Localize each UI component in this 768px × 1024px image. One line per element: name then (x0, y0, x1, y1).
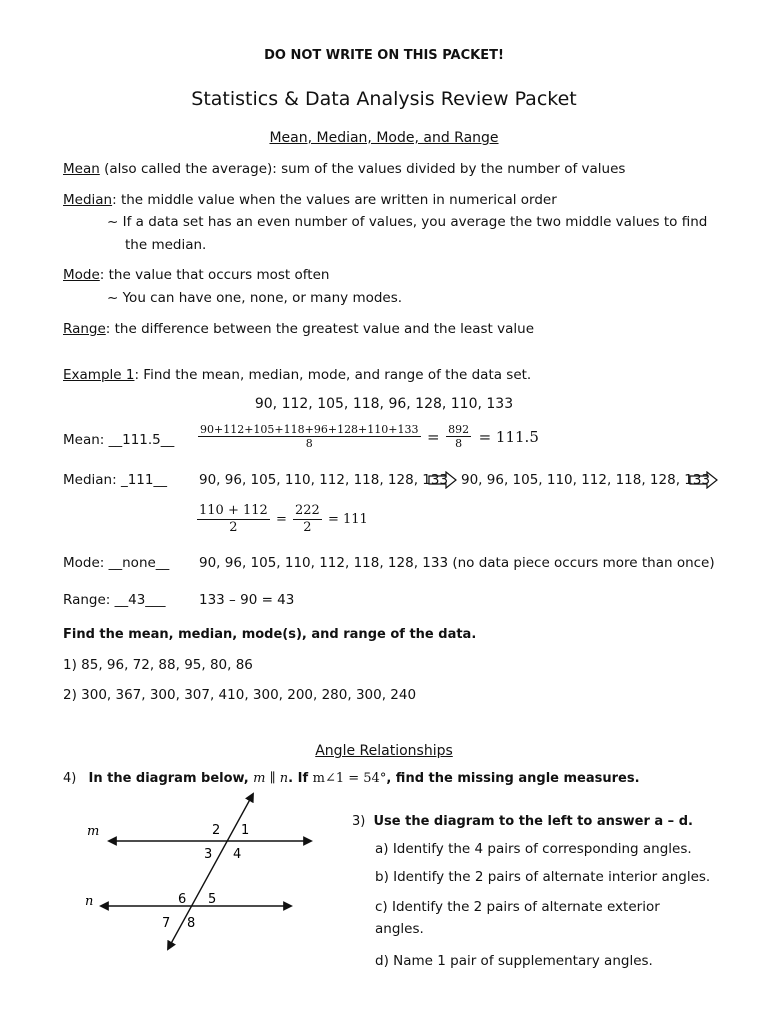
definition-range (63, 321, 534, 337)
median-fraction-sum (197, 503, 270, 535)
mean-fraction-sum (198, 423, 421, 450)
angle-label-7: 7 (162, 916, 171, 931)
practice-heading: Find the mean, median, mode(s), and range of the data. (63, 627, 477, 642)
median-answer-label: Median: _111__ (63, 472, 167, 488)
example-prompt (63, 367, 531, 383)
mean-total-numerator: 892 (448, 423, 470, 436)
median-denominator: 2 (229, 519, 238, 535)
angle-label-2: 2 (212, 823, 221, 838)
definition-median-text: : the middle value when the values are written in numerical order (112, 192, 557, 208)
mean-total-denominator: 8 (455, 437, 463, 451)
question-3-number: 3) (352, 814, 366, 829)
angle-label-5: 5 (208, 892, 217, 907)
example-data-set: 90, 112, 105, 118, 96, 128, 110, 133 (254, 396, 514, 412)
mean-answer-label: Mean: __111.5__ (63, 432, 175, 448)
definition-mode-text: : the value that occurs most often (99, 267, 330, 283)
median-sorted-list: 90, 96, 105, 110, 112, 118, 128, 133 (199, 472, 449, 488)
section-heading-mean-median: Mean, Median, Mode, and Range (269, 130, 499, 146)
angle-label-8: 8 (187, 916, 196, 931)
question-3d: d) Name 1 pair of supplementary angles. (375, 953, 653, 969)
mode-explanation: 90, 96, 105, 110, 112, 118, 128, 133 (no data piece occurs more than once) (199, 555, 715, 571)
angle-label-3: 3 (204, 847, 213, 862)
question-3-text: Use the diagram to the left to answer a – d. (373, 814, 693, 829)
median-equals: = (275, 511, 287, 527)
transversal-line (168, 794, 253, 949)
median-numerator: 110 + 112 (199, 503, 268, 518)
definition-mean-text: (also called the average): sum of the values divided by the number of values (99, 161, 626, 177)
mean-denominator: 8 (305, 437, 313, 451)
median-sorted-list-2: 90, 96, 105, 110, 112, 118, 128, 133 (461, 472, 711, 488)
question-3c-line2: angles. (375, 921, 424, 937)
parallel-lines-diagram (75, 786, 315, 956)
term-mean: Mean (63, 161, 100, 177)
median-note-line1: ~ If a data set has an even number of values, you average the two middle values to find (107, 214, 708, 230)
question-4 (63, 771, 640, 786)
question-3b: b) Identify the 2 pairs of alternate interior angles. (375, 869, 711, 885)
mean-result: = 111.5 (478, 427, 539, 446)
median-result: = 111 (327, 511, 368, 527)
section-heading-angles: Angle Relationships (315, 743, 453, 759)
term-mode: Mode (63, 267, 100, 283)
question-3 (352, 814, 693, 829)
mode-note: ~ You can have one, none, or many modes. (107, 290, 403, 306)
right-arrow-icon (428, 471, 458, 489)
practice-item-2: 2) 300, 367, 300, 307, 410, 300, 200, 280, 300, 240 (63, 687, 417, 703)
mean-equals: = (427, 427, 440, 446)
question-4-text-1: In the diagram below, (88, 771, 254, 786)
question-4-math-parallel: m ∥ n (253, 771, 289, 786)
question-4-number: 4) (63, 771, 77, 786)
median-note-line2: the median. (125, 237, 207, 253)
median-total-denominator: 2 (303, 519, 312, 535)
angle-label-4: 4 (233, 847, 242, 862)
question-4-text-2: . If (288, 771, 313, 786)
term-range: Range (63, 321, 106, 337)
angle-label-1: 1 (241, 823, 250, 838)
median-fraction-total (293, 503, 322, 535)
mean-calculation (198, 423, 539, 450)
example-label: Example 1 (63, 367, 135, 383)
question-3c-line1: c) Identify the 2 pairs of alternate exterior (375, 899, 660, 915)
median-total-numerator: 222 (294, 503, 320, 518)
practice-item-1: 1) 85, 96, 72, 88, 95, 80, 86 (63, 657, 253, 673)
angle-label-6: 6 (178, 892, 187, 907)
mean-numerator: 90+112+105+118+96+128+110+133 (200, 423, 419, 436)
range-calculation: 133 – 90 = 43 (199, 592, 295, 608)
line-n-label: n (85, 894, 94, 909)
question-3a: a) Identify the 4 pairs of corresponding angles. (375, 841, 692, 857)
range-answer-label: Range: __43___ (63, 592, 166, 608)
question-4-math-angle: m∠1 = 54° (312, 771, 387, 786)
packet-warning: DO NOT WRITE ON THIS PACKET! (264, 48, 504, 63)
median-calculation (197, 503, 368, 535)
line-m-label: m (87, 824, 100, 839)
definition-mode (63, 267, 329, 283)
definition-mean (63, 161, 625, 177)
definition-median (63, 192, 557, 208)
right-arrow-icon (689, 471, 719, 489)
mean-fraction-total (446, 423, 471, 450)
term-median: Median (63, 192, 113, 208)
question-4-text-3: , find the missing angle measures. (386, 771, 640, 786)
definition-range-text: : the difference between the greatest value and the least value (105, 321, 534, 337)
page-title: Statistics & Data Analysis Review Packet (191, 88, 577, 110)
example-prompt-text: : Find the mean, median, mode, and range of the data set. (134, 367, 532, 383)
mode-answer-label: Mode: __none__ (63, 555, 170, 571)
